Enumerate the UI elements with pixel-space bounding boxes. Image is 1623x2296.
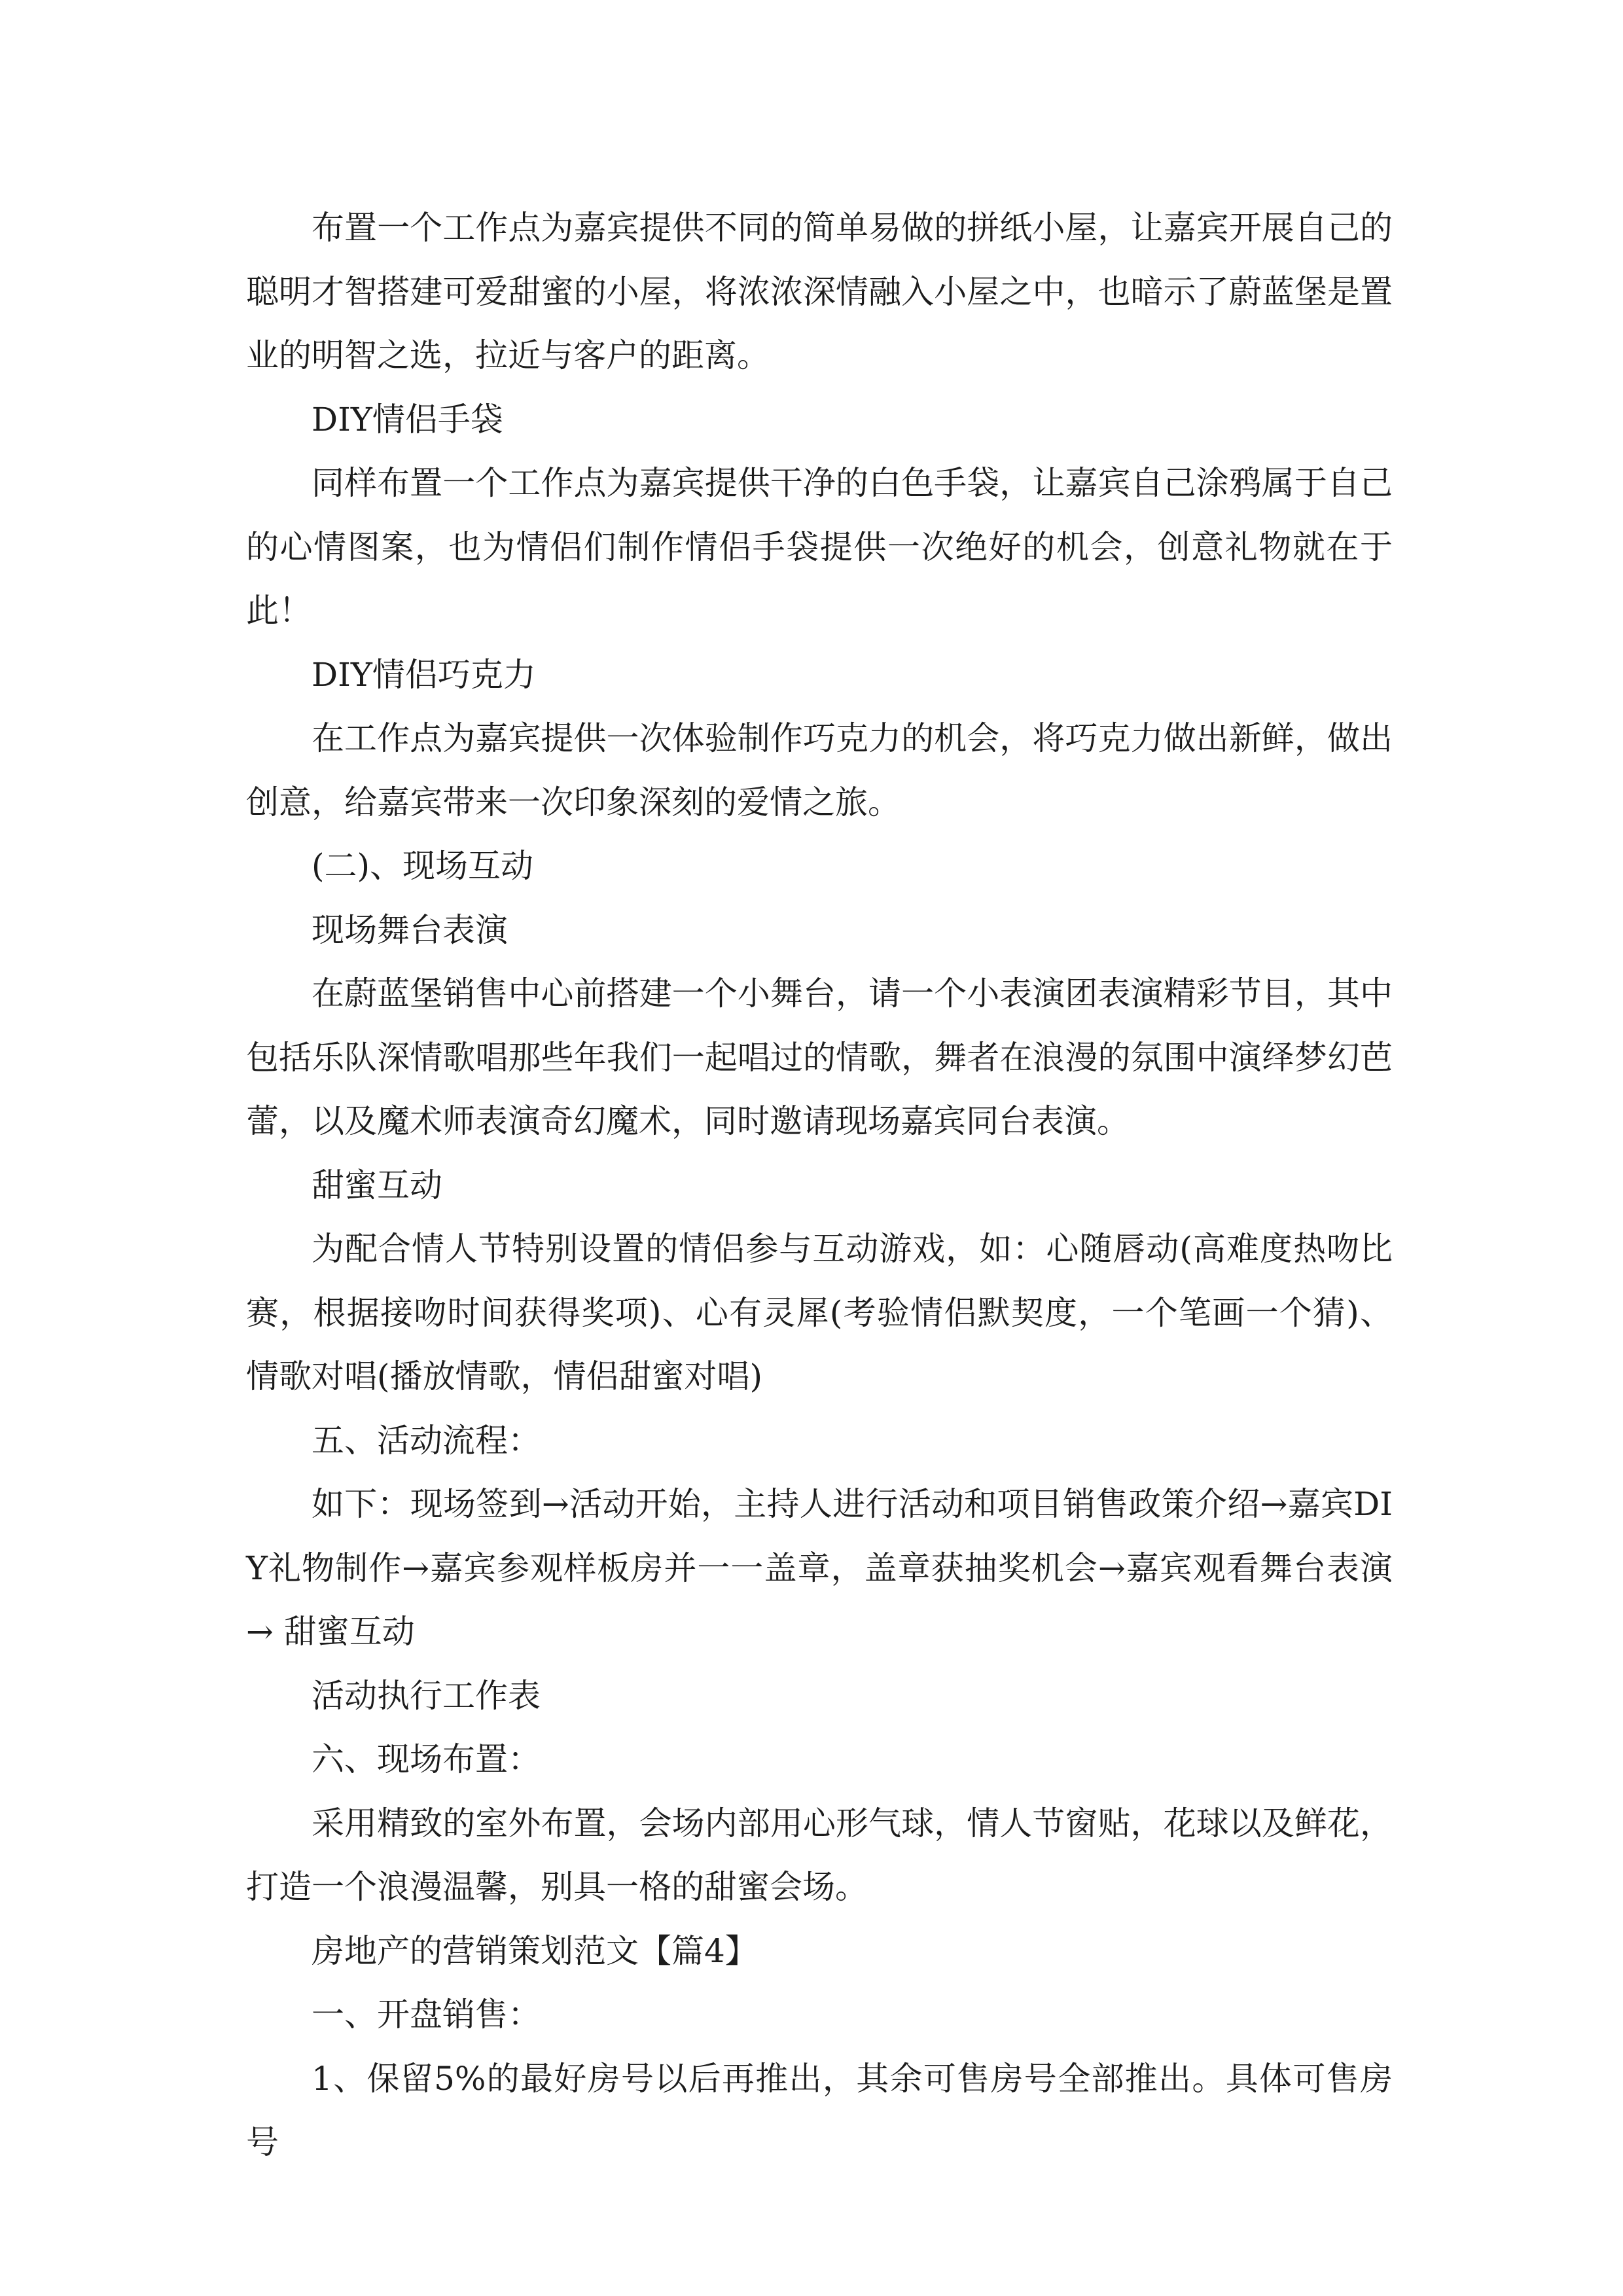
heading-stage-performance: 现场舞台表演 <box>312 910 508 949</box>
paragraph-chocolate: 在工作点为嘉宾提供一次体验制作巧克力的机会，将巧克力做出新鲜，做出创意，给嘉宾带来一次印象深刻的爱情之旅。 <box>246 719 1393 821</box>
paragraph-event-process: 如下：现场签到→活动开始，主持人进行活动和项目销售政策介绍→嘉宾DIY礼物制作→嘉宾参观样板房并一一盖章，盖章获抽奖机会→嘉宾观看舞台表演→ 甜蜜互动 <box>246 1485 1393 1651</box>
heading-article-4: 房地产的营销策划范文【篇4】 <box>312 1931 758 1970</box>
heading-execution-worksheet: 活动执行工作表 <box>312 1676 541 1715</box>
paragraph-stage-performance: 在蔚蓝堡销售中心前搭建一个小舞台，请一个小表演团表演精彩节目，其中包括乐队深情歌唱那些年我们一起唱过的情歌，舞者在浪漫的氛围中演绎梦幻芭蕾，以及魔术师表演奇幻魔术，同时邀请现场嘉宾同台表演。 <box>246 975 1393 1140</box>
heading-diy-couple-handbag: DIY情侣手袋 <box>312 400 503 439</box>
paragraph-handbag: 同样布置一个工作点为嘉宾提供干净的白色手袋，让嘉宾自己涂鸦属于自己的心情图案，也为情侣们制作情侣手袋提供一次绝好的机会，创意礼物就在于此！ <box>246 464 1393 630</box>
heading-opening-sales: 一、开盘销售： <box>312 1996 541 2034</box>
document-body <box>246 196 1393 2175</box>
paragraph-sweet-interaction: 为配合情人节特别设置的情侣参与互动游戏，如：心随唇动(高难度热吻比赛，根据接吻时间获得奖项)、心有灵犀(考验情侣默契度，一个笔画一个猜)、情歌对唱(播放情歌，情侣甜蜜对唱) <box>246 1230 1393 1395</box>
heading-site-layout: 六、现场布置： <box>312 1740 541 1778</box>
heading-diy-couple-chocolate: DIY情侣巧克力 <box>312 655 536 694</box>
heading-on-site-interaction: (二)、现场互动 <box>312 847 534 885</box>
paragraph-reserve-units: 1、保留5%的最好房号以后再推出，其余可售房号全部推出。具体可售房号 <box>246 2059 1393 2161</box>
paragraph-site-layout: 采用精致的室外布置，会场内部用心形气球，情人节窗贴，花球以及鲜花，打造一个浪漫温馨，别具一格的甜蜜会场。 <box>246 1804 1393 1906</box>
heading-event-process: 五、活动流程： <box>312 1421 541 1460</box>
paragraph-paper-house: 布置一个工作点为嘉宾提供不同的简单易做的拼纸小屋，让嘉宾开展自己的聪明才智搭建可爱甜蜜的小屋，将浓浓深情融入小屋之中，也暗示了蔚蓝堡是置业的明智之选，拉近与客户的距离。 <box>246 209 1393 374</box>
heading-sweet-interaction: 甜蜜互动 <box>312 1166 442 1204</box>
